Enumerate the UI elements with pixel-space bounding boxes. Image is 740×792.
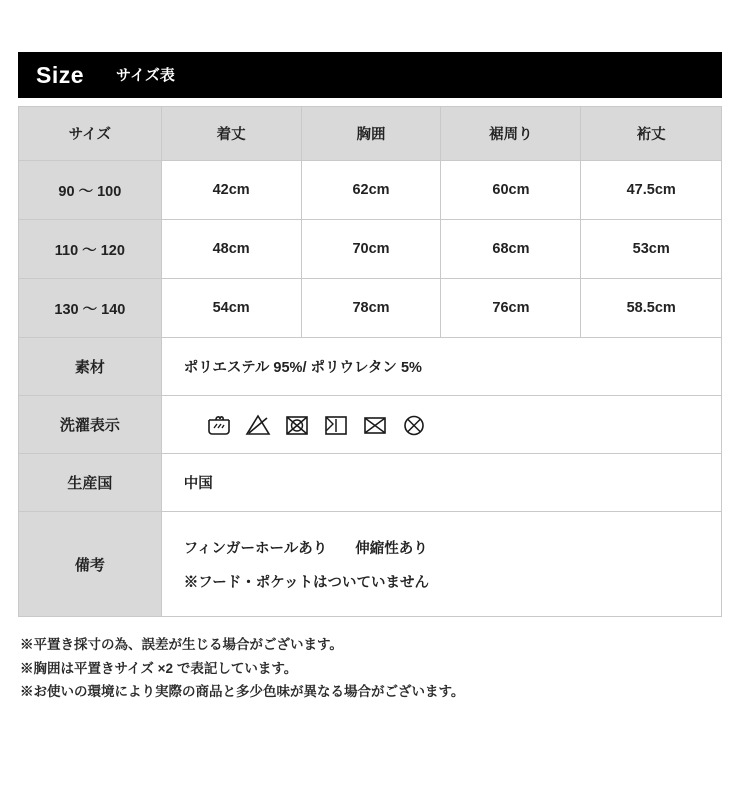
remarks-line-2: ※フード・ポケットはついていません [183, 574, 430, 591]
cell-material: ポリエステル 95%/ ポリウレタン 5% [161, 338, 721, 396]
cell-chest: 70cm [301, 220, 441, 279]
cell-chest: 78cm [301, 279, 441, 338]
row-label-country: 生産国 [19, 454, 162, 512]
footnote-1: ※平置き採寸の為、誤差が生じる場合がございます。 [20, 637, 343, 652]
cell-wash [161, 396, 721, 454]
table-row-material [19, 338, 722, 396]
table-row-country [19, 454, 722, 512]
size-chart-page [0, 52, 740, 792]
footnotes [18, 633, 722, 704]
row-label: 90 〜 100 [19, 161, 162, 220]
remarks-line-1 [184, 537, 721, 558]
row-label: 130 〜 140 [19, 279, 162, 338]
cell-sleeve: 47.5cm [581, 161, 722, 220]
cell-chest: 62cm [301, 161, 441, 220]
table-header-row [19, 107, 722, 161]
column-header-hem: 裾周り [441, 107, 581, 161]
cell-hem: 60cm [441, 161, 581, 220]
page-title: Size [36, 61, 85, 88]
table-row-remarks [19, 512, 722, 617]
no-bleach-icon [245, 413, 271, 437]
remarks-text-stretch: 伸縮性あり [355, 540, 428, 557]
row-label-material: 素材 [19, 338, 162, 396]
wash-symbol-group [184, 413, 721, 437]
no-iron-icon [362, 413, 388, 437]
size-table [18, 106, 722, 617]
remarks-text-finger-hole: フィンガーホールあり [183, 540, 328, 557]
cell-hem: 76cm [441, 279, 581, 338]
cell-hem: 68cm [441, 220, 581, 279]
table-row-wash [19, 396, 722, 454]
table-body [19, 161, 722, 617]
drip-dry-shade-icon [323, 413, 349, 437]
hand-wash-icon [206, 413, 232, 437]
column-header-sleeve: 裄丈 [581, 107, 722, 161]
footnote-2: ※胸囲は平置きサイズ ×2 で表記しています。 [20, 660, 298, 676]
cell-sleeve: 53cm [581, 220, 722, 279]
page-subtitle: サイズ表 [116, 66, 175, 84]
cell-length: 42cm [161, 161, 301, 220]
column-header-length: 着丈 [161, 107, 301, 161]
row-label-wash: 洗濯表示 [19, 396, 162, 454]
table-header [19, 107, 722, 161]
cell-sleeve: 58.5cm [581, 279, 722, 338]
column-header-chest: 胸囲 [301, 107, 441, 161]
cell-length: 54cm [161, 279, 301, 338]
cell-length: 48cm [161, 220, 301, 279]
table-row [19, 161, 722, 220]
cell-remarks [161, 512, 721, 617]
header-bar [18, 52, 722, 98]
cell-country: 中国 [161, 454, 721, 512]
table-row [19, 279, 722, 338]
row-label: 110 〜 120 [19, 220, 162, 279]
column-header-size: サイズ [19, 107, 162, 161]
row-label-remarks: 備考 [19, 512, 162, 617]
footnote-3: ※お使いの環境により実際の商品と多少色味が異なる場合がございます。 [20, 684, 465, 700]
no-dry-clean-icon [401, 413, 427, 437]
table-row [19, 220, 722, 279]
no-tumble-dry-icon [284, 413, 310, 437]
